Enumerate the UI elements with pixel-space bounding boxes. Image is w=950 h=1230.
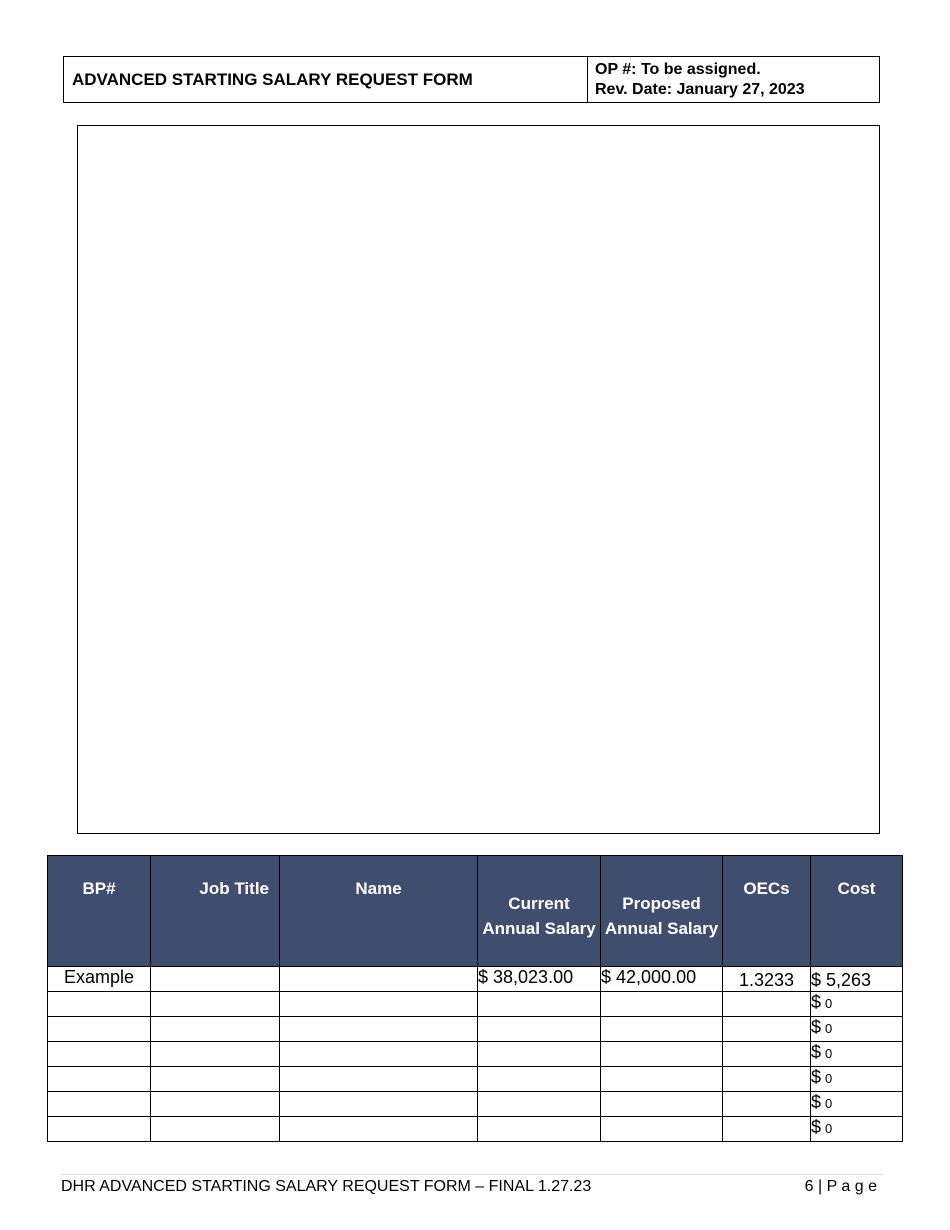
table-row [48,1017,903,1042]
salary-table [47,855,903,1142]
cell-current-salary[interactable]: $ 38,023.00 [478,967,601,992]
cell-cost: $ 0 [811,1042,903,1067]
header-job-title: Job Title [151,856,280,967]
form-meta [588,57,879,102]
header-proposed-salary: Proposed Annual Salary [601,856,723,967]
rev-date: Rev. Date: January 27, 2023 [595,81,805,98]
cell-cost: $ 0 [811,992,903,1017]
table-row [48,1092,903,1117]
cell-job-title[interactable] [151,967,280,992]
cell-cost: $ 0 [811,1017,903,1042]
cell-bp[interactable]: Example [48,967,151,992]
blank-content-box [77,125,880,834]
table-header-row [48,856,903,967]
table-row [48,1067,903,1092]
cell-cost: $ 0 [811,1117,903,1142]
table-row [48,1042,903,1067]
page-footer [61,1174,883,1196]
cell-name[interactable] [280,967,478,992]
table-row-example [48,967,903,992]
header-cost: Cost [811,856,903,967]
footer-title: DHR ADVANCED STARTING SALARY REQUEST FORM – FINAL 1.27.23 [61,1178,592,1195]
cell-proposed-salary[interactable]: $ 42,000.00 [601,967,723,992]
form-title: ADVANCED STARTING SALARY REQUEST FORM [64,57,588,102]
cell-cost: $ 0 [811,1092,903,1117]
header-oecs: OECs [723,856,811,967]
form-header [63,56,880,103]
header-current-salary: Current Annual Salary [478,856,601,967]
table-row [48,992,903,1017]
cell-cost: $ 5,263 [811,967,903,992]
table-row [48,1117,903,1142]
cell-cost: $ 0 [811,1067,903,1092]
cell-oecs[interactable]: 1.3233 [723,967,811,992]
page-number: 6 | P a g e [804,1178,877,1195]
header-name: Name [280,856,478,967]
header-bp: BP# [48,856,151,967]
op-number: OP #: To be assigned. [595,61,761,78]
